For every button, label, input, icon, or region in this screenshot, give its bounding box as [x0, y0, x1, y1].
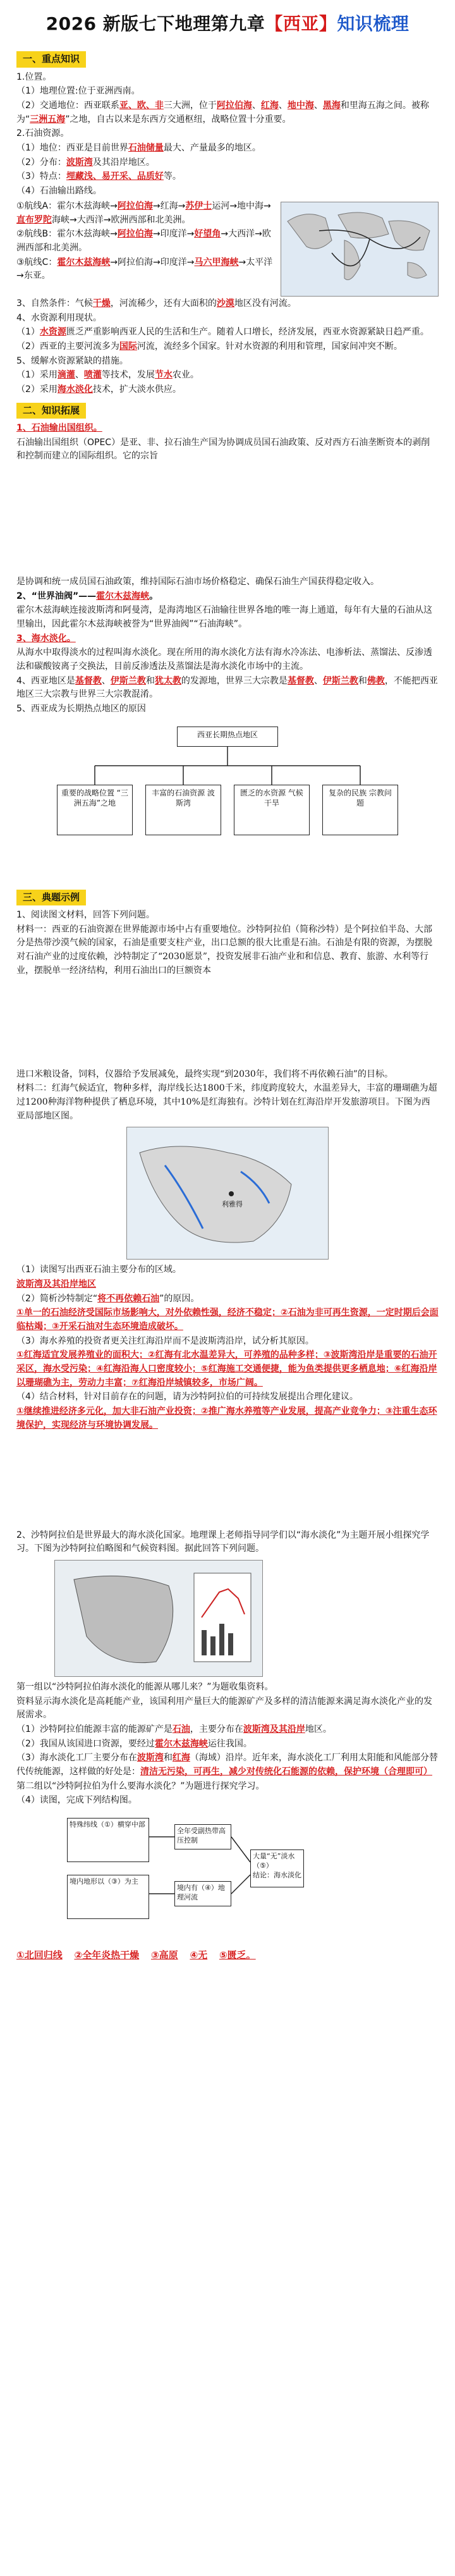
oil-l2 — [16, 156, 439, 170]
oil-heading: 2.石油资源。 — [16, 128, 70, 139]
answer: 苏伊士 — [185, 200, 212, 211]
sea-red: 红海 — [260, 101, 279, 111]
q2-q4: （4）读图，完成下列结构图。 — [16, 1795, 137, 1806]
answer: 石油 — [172, 1724, 190, 1734]
diagram-top: 西亚长期热点地区 — [177, 727, 278, 747]
oil-l4: （4）石油输出路线。 — [16, 186, 102, 197]
answer: 直布罗陀 — [16, 214, 52, 225]
opec-heading: 1、石油输出国组织。 — [16, 422, 102, 433]
oil-l3 — [16, 170, 439, 184]
answer: 伊斯兰教 — [110, 675, 146, 686]
hormuz-heading — [16, 590, 439, 604]
title-bracket-close: 】 — [318, 13, 337, 34]
text: 、 — [313, 675, 323, 686]
sea-mediterranean: 地中海 — [287, 101, 314, 111]
answer: 国际 — [119, 341, 137, 352]
desal-p: 从海水中取得淡水的过程叫海水淡化。现在所用的海水淡化方法有海水冷冻法、电渗析法、蒸馏法、反渗透法和碳酸铵离子交换法，目前反渗透法及蒸馏法是海水淡化市场中的主流。 — [16, 647, 432, 672]
flow-text: （⑤） — [253, 1861, 273, 1870]
title-region: 西亚 — [282, 13, 319, 34]
text: （2）简析沙特制定“ — [16, 1293, 98, 1304]
water-l2 — [16, 340, 439, 354]
sea-arabian: 阿拉伯海 — [216, 101, 252, 111]
text: 、 — [75, 370, 84, 381]
q1-a3: ①红海适宜发展养殖业的面积大；②红海有北水温差异大，可养殖的品种多样；③波斯湾沿岸是重要的石油开采区，海水受污染；④红海沿海人口密度较小；⑤红海施工交通便捷，能为鱼类提供更多栖息地；⑥红海沿岸以珊瑚礁为主，劳动力丰富；⑦红海沿岸城镇较多，市场广阔。 — [16, 1350, 437, 1388]
diagram-box-1: 重要的战略位置 “三洲五海”之地 — [57, 785, 133, 835]
text: →红海→ — [152, 200, 186, 211]
route-a — [16, 200, 274, 227]
flow-box-5 — [250, 1849, 304, 1887]
answer: 波斯湾 — [136, 1753, 164, 1763]
final-answers — [16, 1948, 439, 1963]
location-heading: 1.位置。 — [16, 71, 52, 82]
oil-routes-row — [16, 199, 439, 297]
oil-l1 — [16, 142, 439, 156]
text: ，不能把西亚地区三大宗教与世界三大宗教混淆。 — [16, 675, 438, 700]
text: 的发源地，世界三大宗教是 — [181, 675, 288, 686]
q2-q1 — [16, 1723, 439, 1737]
answer: 霍尔木兹海峡 — [154, 1738, 208, 1749]
measures-heading: 5、缓解水资源紧缺的措施。 — [16, 355, 128, 366]
text: →大西洋→欧洲西部和北美洲。 — [16, 229, 271, 253]
text: 和 — [163, 1753, 173, 1763]
q2-q3 — [16, 1751, 439, 1779]
route-b — [16, 228, 274, 255]
text: 三大洲，位于 — [163, 101, 217, 111]
text: 最大、产量最多的地区。 — [163, 143, 261, 154]
text: （2）采用 — [16, 384, 58, 395]
q2-g2: 资料显示海水淡化是高耗能产业，该国利用产量巨大的能源矿产及多样的清洁能源来满足海水淡化产业的发展需求。 — [16, 1696, 432, 1720]
q2-intro: 2、沙特阿拉伯是世界最大的海水淡化国家。地理课上老师指导同学们以“海水淡化”为主题开展小组探究学习。下图为沙特阿拉伯略图和气候资料图。据此回答下列问题。 — [16, 1530, 430, 1554]
text: （2）西亚的主要河流多为 — [16, 341, 119, 352]
answer: 霍尔木兹海峡 — [96, 591, 150, 601]
title-suffix: 知识梳理 — [337, 13, 410, 34]
section-examples: 三、典题示例 — [16, 890, 86, 905]
water-l1 — [16, 326, 439, 340]
answer-4: ④无 — [190, 1949, 208, 1961]
oil-routes-text — [16, 199, 274, 284]
answer: 水资源 — [39, 327, 66, 338]
text: ②航线B：霍尔木兹海峡→ — [16, 229, 118, 240]
flow-box-3: 境内地形以（③）为主 — [67, 1875, 149, 1919]
answer: 佛教 — [367, 675, 385, 686]
text: （1）地位：西亚是目前世界 — [16, 143, 128, 154]
diagram-box-3: 匮乏的水资源 气候干旱 — [234, 785, 310, 835]
answer: 喷灌 — [83, 370, 102, 381]
text: 技术，扩大淡水供应。 — [92, 384, 181, 395]
answer: 伊斯兰教 — [322, 675, 358, 686]
flow-box-1: 特殊纬线（①）横穿中部 — [67, 1818, 149, 1862]
opec-p1: 石油输出国组织（OPEC）是亚、非、拉石油生产国为协调成员国石油政策、反对西方石油垄断资本的剥削和控制而建立的国际组织。它的宗旨 — [16, 437, 430, 462]
answer: 滴灌 — [57, 370, 75, 381]
q1-q4: （4）结合材料，针对目前存在的问题，请为沙特阿拉伯的可持续发展提出合理化建议。 — [16, 1392, 358, 1402]
section-key-knowledge: 一、重点知识 — [16, 51, 86, 67]
text: 农业。 — [172, 370, 199, 381]
q1-q1: （1）读图写出西亚石油主要分布的区域。 — [16, 1265, 181, 1275]
world-map-graphic — [281, 202, 438, 296]
text: 等技术，发展 — [101, 370, 155, 381]
text: （3）特点： — [16, 171, 66, 182]
answer: 基督教 — [75, 675, 102, 686]
answer-5: ⑤匮乏。 — [219, 1949, 256, 1961]
q1-m1: 材料一：西亚的石油资源在世界能源市场中占有重要地位。沙特阿拉伯（简称沙特）是个阿拉伯半岛、大部分是热带沙漠气候的国家，石油是重要支柱产业，出口总额的很大比重是石油。石油是有限的资源，为摆脱对石油产业的过度依赖，沙特制定了“2030愿景”，投资发展非石油产业和和信息、教育、旅游、水利等行业，摆脱单一经济结构，利用石油出口的巨额资本 — [16, 924, 432, 976]
text: ，河流稀少，还有大面积的 — [110, 298, 217, 309]
structure-diagram — [67, 1812, 307, 1944]
text: 匮乏严重影响西亚人民的生活和生产。随着人口增长，经济发展，西亚水资源紧缺日趋严重。 — [66, 327, 429, 338]
text: 3、自然条件：气候 — [16, 298, 93, 309]
diagram-box-4: 复杂的民族 宗教问题 — [322, 785, 398, 835]
saudi-map-graphic — [55, 1561, 262, 1676]
opec-p2: 是协调和统一成员国石油政策，维持国际石油市场价格稳定、确保石油生产国获得稳定收入。 — [16, 576, 379, 587]
answer: 阿拉伯海 — [117, 229, 153, 240]
answer: 海水淡化 — [57, 384, 93, 395]
text: →太平洋→东亚。 — [16, 257, 273, 281]
text: 海峡→大西洋→欧洲西部和北美洲。 — [52, 214, 191, 225]
location-l2 — [16, 99, 439, 126]
q1-m2: 进口米粮设备，饲料，仪器给予发展减免，最终实现“到2030年，我们将不再依赖石油”的目标。 — [16, 1069, 393, 1079]
text: 地区。 — [305, 1724, 332, 1734]
text: ，主要分布在 — [190, 1724, 243, 1734]
answer: 霍尔木兹海峡 — [57, 257, 111, 267]
text: ③航线C： — [16, 257, 58, 267]
answer: 犹太教 — [154, 675, 181, 686]
flow-box-2: 全年受副热带高压控制 — [174, 1824, 231, 1849]
text: 2、“世界油阀”—— — [16, 591, 97, 601]
measures-l2 — [16, 383, 439, 397]
diagram-box-2: 丰富的石油资源 波斯湾 — [145, 785, 221, 835]
q1-intro: 1、阅读图文材料，回答下列问题。 — [16, 910, 155, 921]
text: （2）分布： — [16, 157, 66, 168]
religion-p — [16, 675, 439, 702]
section-extension: 二、知识拓展 — [16, 403, 86, 419]
three-continents-five-seas: 三洲五海 — [30, 114, 66, 125]
q1-a1: 波斯湾及其沿岸地区 — [16, 1279, 96, 1289]
text: 4、西亚地区是 — [16, 675, 75, 686]
q1-a4: ①继续推进经济多元化，加大非石油产业投资；②推广海水养殖等产业发展，提高产业竞争力；③注重生态环境保护，实现经济与环境协调发展。 — [16, 1406, 437, 1430]
q2-q2 — [16, 1738, 439, 1751]
text: ①航线A：霍尔木兹海峡→ — [16, 200, 118, 211]
answer-1: ①北回归线 — [16, 1949, 63, 1961]
answer: 波斯湾及其沿岸 — [243, 1724, 305, 1734]
answer: 阿拉伯海 — [117, 200, 153, 211]
text: （海域）沿岸。近年来，海水淡化工厂利用太阳能和风能部分替代传统能源，这样做的好处是： — [16, 1753, 438, 1777]
answer: 红海 — [172, 1753, 190, 1763]
answer: 干燥 — [92, 298, 111, 309]
answer: 埋藏浅、易开采、品质好 — [66, 171, 164, 182]
flow-box-4: 境内有（④）地理河流 — [174, 1881, 231, 1906]
blank-space — [16, 1433, 439, 1528]
title-main: 2026 新版七下地理第九章 — [46, 13, 265, 34]
text: 和 — [145, 675, 155, 686]
flow-text: 结论：海水淡化 — [253, 1870, 301, 1879]
text: 等。 — [163, 171, 181, 182]
measures-l1 — [16, 369, 439, 383]
text: ”之地，自古以来是东西方交通枢纽，战略位置十分重要。 — [65, 114, 291, 125]
title-bracket-open: 【 — [265, 13, 283, 34]
text: 。 — [149, 591, 159, 601]
text: 、 — [252, 101, 261, 111]
text: （1）沙特阿拉伯能源丰富的能源矿产是 — [16, 1724, 173, 1734]
page-title — [16, 10, 439, 37]
hotspot-diagram — [51, 721, 404, 880]
flow-text: 大量“无”淡水 — [253, 1852, 295, 1861]
saudi-map — [54, 1560, 263, 1677]
q2-g1: 第一组以“沙特阿拉伯海水淡化的能源从哪儿来？”为题收集资料。 — [16, 1681, 274, 1692]
answer: 好望角 — [194, 229, 221, 240]
text: ”的原因。 — [159, 1293, 200, 1304]
map-city-label: 利雅得 — [222, 1200, 243, 1209]
text: 、 — [313, 101, 323, 111]
text: （1）采用 — [16, 370, 58, 381]
answer: 波斯湾 — [66, 157, 93, 168]
text: 运河→地中海→ — [212, 200, 271, 211]
hotspot-heading: 5、西亚成为长期热点地区的原因 — [16, 704, 146, 715]
answer: 沙漠 — [216, 298, 234, 309]
q1-q3: （3）海水养殖的投资者更关注红海沿岸而不是波斯湾沿岸，试分析其原因。 — [16, 1335, 314, 1346]
oil-route-map — [281, 202, 439, 297]
text: 、 — [278, 101, 288, 111]
text: →阿拉伯海→印度洋→ — [110, 257, 195, 267]
climate-l3 — [16, 297, 439, 311]
location-l1: （1）地理位置:位于亚洲西南。 — [16, 86, 140, 97]
text: 地区没有河流。 — [234, 298, 296, 309]
continents: 亚、欧、非 — [119, 101, 164, 111]
answer: 石油储量 — [128, 143, 164, 154]
map-graphic — [127, 1127, 328, 1259]
hormuz-p: 霍尔木兹海峡连接波斯湾和阿曼湾，是海湾地区石油输往世界各地的唯一海上通道，每年有大量的石油从这里输出，因此霍尔木兹海峡被誉为“世界油阀”“石油海峡”。 — [16, 605, 432, 630]
water-heading: 4、水资源利用现状。 — [16, 312, 102, 323]
text: 河流，流经多个国家。针对水资源的利用和管理，国家间冲突不断。 — [136, 341, 403, 352]
text: （2）我国从该国进口资源，要经过 — [16, 1738, 155, 1749]
route-c — [16, 256, 274, 283]
text: （3）海水淡化工厂主要分布在 — [16, 1753, 137, 1763]
text: 、 — [101, 675, 111, 686]
text: （2）交通地位：西亚联系 — [16, 101, 119, 111]
answer-2: ②全年炎热干燥 — [74, 1949, 140, 1961]
blank-space — [16, 464, 439, 575]
text: 和里海五海之间。被称为“ — [16, 101, 429, 125]
blank-space — [16, 979, 439, 1067]
q1-q2 — [16, 1292, 439, 1306]
text: 及其沿岸地区。 — [92, 157, 155, 168]
answer: 将不再依赖石油 — [97, 1293, 160, 1304]
answer: 节水 — [154, 370, 173, 381]
text: →印度洋→ — [152, 229, 195, 240]
q1-m3: 材料二：红海气候适宜，物种多样，海岸线长达1800千米，纬度跨度较大，水温差异大，丰富的珊瑚礁为超过1200种海洋物种提供了栖息环境，其中10%是红海独有。沙特计划在红海沿岸开发旅游项目。下图为西亚局部地区图。 — [16, 1083, 437, 1121]
answer-3: ③高原 — [150, 1949, 178, 1961]
sea-black: 黑海 — [322, 101, 341, 111]
q2-g3: 第二组以“沙特阿拉伯为什么要海水淡化？”为题进行探究学习。 — [16, 1781, 265, 1791]
text: 运往我国。 — [207, 1738, 252, 1749]
text: 和 — [358, 675, 367, 686]
answer: 清洁无污染，可再生，减少对传统化石能源的依赖，保护环境（合理即可） — [140, 1767, 432, 1777]
answer: 马六甲海峡 — [194, 257, 239, 267]
desal-heading: 3、海水淡化。 — [16, 633, 76, 644]
answer: 基督教 — [287, 675, 314, 686]
text: （1） — [16, 327, 40, 338]
q1-a2: ①单一的石油经济受国际市场影响大，对外依赖性强，经济不稳定；②石油为非可再生资源，一定时期后会面临枯竭；③开采石油对生态环境造成破坏。 — [16, 1308, 439, 1332]
west-asia-map — [126, 1127, 329, 1260]
